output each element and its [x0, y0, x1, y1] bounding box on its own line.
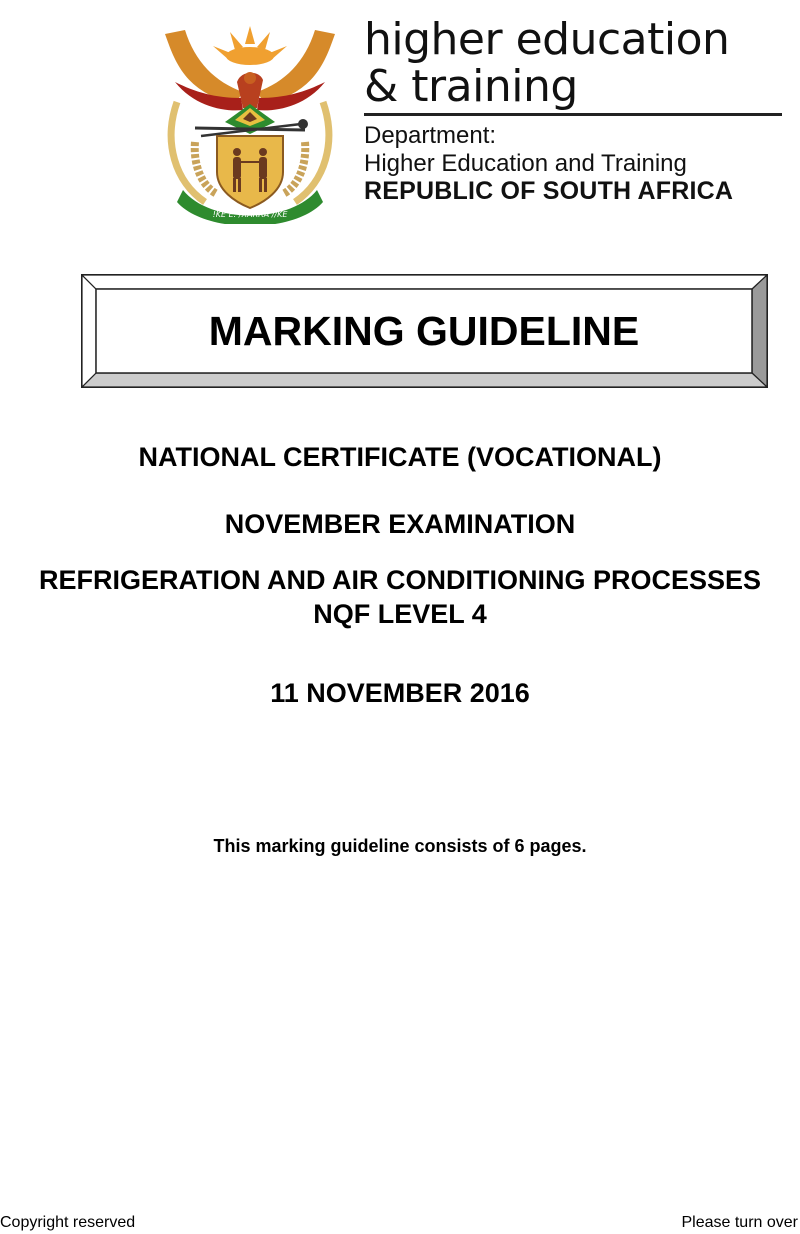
brand-divider [364, 113, 782, 116]
exam-date: 11 NOVEMBER 2016 [270, 678, 530, 708]
brand-line-2: & training [364, 61, 578, 112]
turn-over-notice: Please turn over [681, 1214, 798, 1231]
subject-name: REFRIGERATION AND AIR CONDITIONING PROCESSES [38, 565, 762, 595]
coat-of-arms-icon [155, 12, 345, 224]
document-header [0, 0, 800, 230]
brand-line-1: higher education [364, 14, 730, 65]
motto-text: !KE E: /XARRA //KE [212, 210, 288, 219]
department-name: Higher Education and Training [364, 150, 687, 177]
nqf-level: NQF LEVEL 4 [313, 599, 487, 629]
examination-session: NOVEMBER EXAMINATION [224, 509, 576, 539]
certificate-name: NATIONAL CERTIFICATE (VOCATIONAL) [138, 442, 662, 472]
department-label: Department: [364, 122, 497, 149]
country-name: REPUBLIC OF SOUTH AFRICA [364, 177, 734, 205]
copyright-notice: Copyright reserved [0, 1214, 136, 1231]
document-title: MARKING GUIDELINE [208, 307, 640, 354]
page-count-note: This marking guideline consists of 6 pages. [213, 836, 587, 856]
